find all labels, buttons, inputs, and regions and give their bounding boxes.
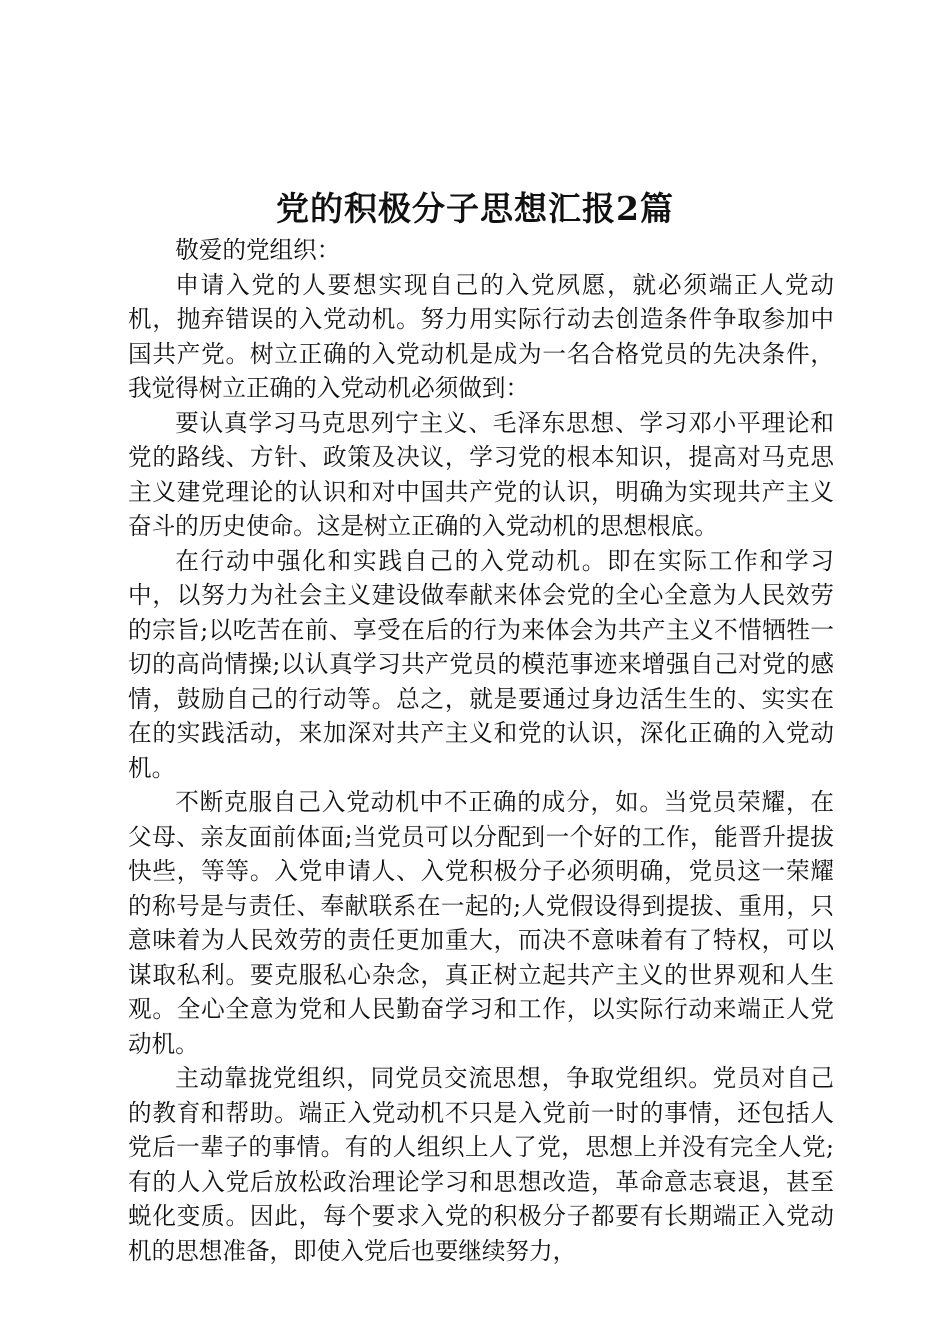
body-paragraph: 不断克服自己入党动机中不正确的成分，如。当党员荣耀，在父母、亲友面前体面;当党员可以分配到一个好的工作，能晋升提拔快些，等等。入党申请人、入党积极分子必须明确，党员这一荣耀的称号是与责任、奉献联系在一起的;人党假设得到提拔、重用，只意味着为人民效劳的责任更加重大，而决不意味着有了特权，可以谋取私利。要克服私心杂念，真正树立起共产主义的世界观和人生观。全心全意为党和人民勤奋学习和工作，以实际行动来端正人党动机。 <box>128 788 834 1058</box>
document-body <box>128 233 834 1268</box>
body-paragraph: 主动靠拢党组织，同党员交流思想，争取党组织。党员对自己的教育和帮助。端正入党动机不只是入党前一时的事情，还包括人党后一辈子的事情。有的人组织上人了党，思想上并没有完全人党;有的人入党后放松政治理论学习和思想改造，革命意志衰退，甚至蜕化变质。因此，每个要求入党的积极分子都要有长期端正入党动机的思想准备，即使入党后也要继续努力， <box>128 1064 834 1265</box>
body-paragraph: 要认真学习马克思列宁主义、毛泽东思想、学习邓小平理论和党的路线、方针、政策及决议，学习党的根本知识，提高对马克思主义建党理论的认识和对中国共产党的认识，明确为实现共产主义奋斗的历史使命。这是树立正确的入党动机的思想根底。 <box>128 408 834 540</box>
body-paragraph: 在行动中强化和实践自己的入党动机。即在实际工作和学习中，以努力为社会主义建设做奉献来体会党的全心全意为人民效劳的宗旨;以吃苦在前、享受在后的行为来体会为共产主义不惜牺牲一切的高尚情操;以认真学习共产党员的模范事迹来增强自己对党的感情，鼓励自己的行动等。总之，就是要通过身边活生生的、实实在在的实践活动，来加深对共产主义和党的认识，深化正确的入党动机。 <box>128 546 834 782</box>
document-title: 党的积极分子思想汇报2篇 <box>276 189 674 228</box>
salutation: 敬爱的党组织： <box>175 236 341 264</box>
body-paragraph: 申请入党的人要想实现自己的入党夙愿，就必须端正人党动机，抛弃错误的入党动机。努力用实际行动去创造条件争取参加中国共产党。树立正确的入党动机是成为一名合格党员的先决条件，我觉得树立正确的入党动机必须做到： <box>128 270 834 402</box>
